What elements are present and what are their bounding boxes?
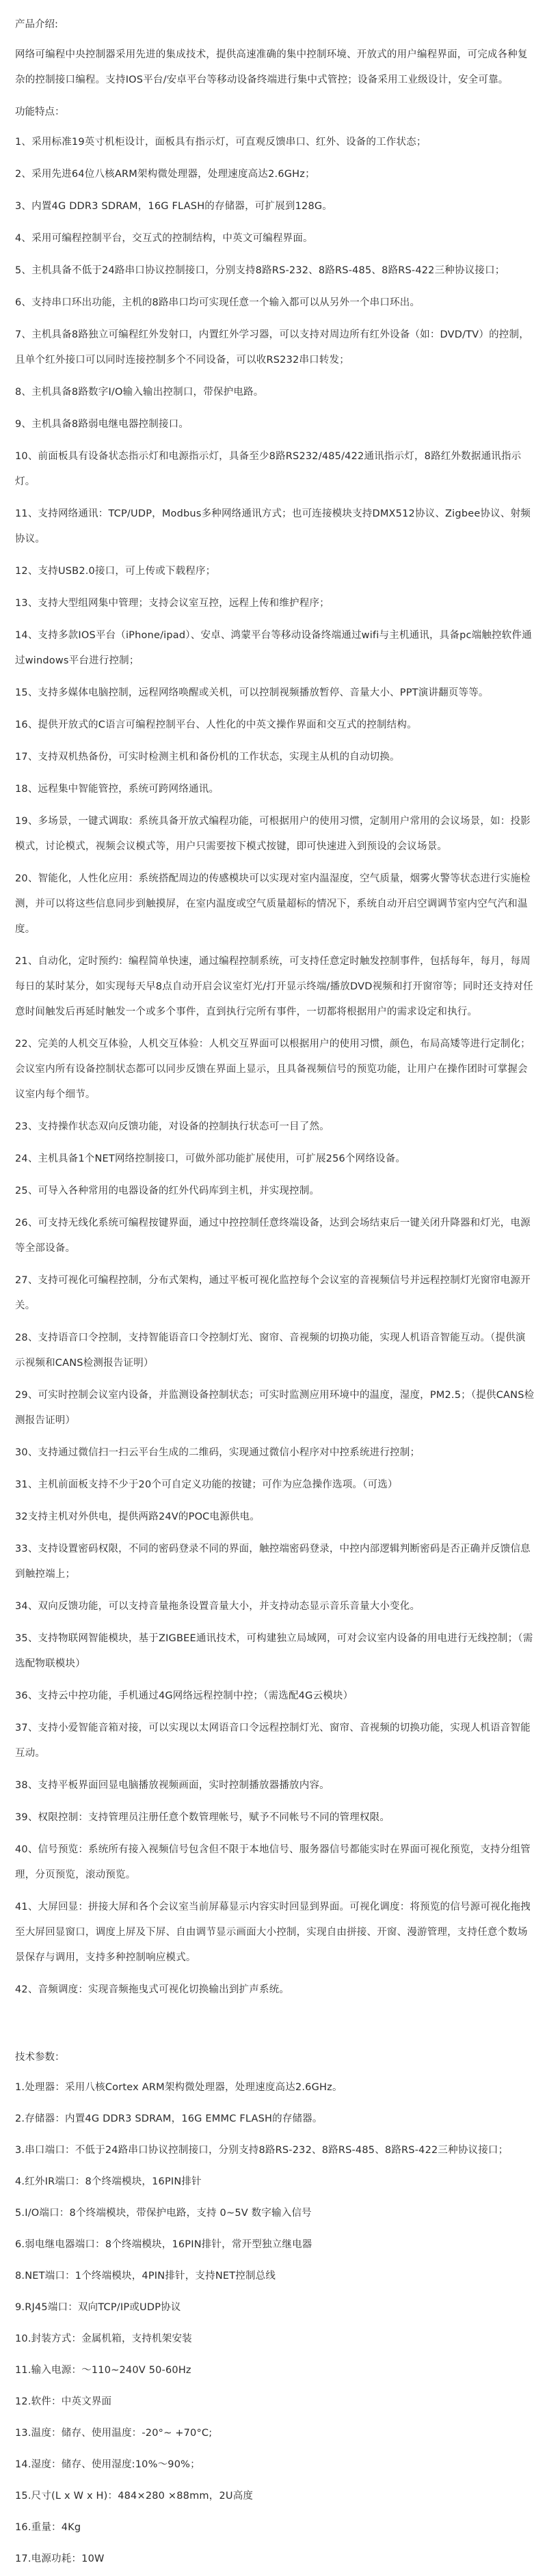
feature-item: 34、双向反馈功能，可以支持音量拖条设置音量大小，并支持动态显示音乐音量大小变化。 bbox=[15, 1601, 421, 1612]
feature-item: 24、主机具备1个NET网络控制接口，可做外部功能扩展使用，可扩展256个网络设备。 bbox=[15, 1153, 406, 1164]
feature-item: 16、提供开放式的C语言可编程控制平台、人性化的中英文操作界面和交互式的控制结构。 bbox=[15, 720, 417, 730]
feature-item: 39、权限控制：支持管理员注册任意个数管理帐号，赋予不同帐号不同的管理权限。 bbox=[15, 1812, 390, 1823]
product-intro-paragraph: 网络可编程中央控制器采用先进的集成技术，提供高速准确的集中控制环境、开放式的用户编程界面，可完成各种复杂的控制接口编程。支持IOS平台/安卓平台等移动设备终端进行集中式管控；设备采用工业级设计，安全可靠。 bbox=[15, 49, 528, 85]
spec-item: 17.电源功耗：10W bbox=[15, 2553, 105, 2564]
feature-item: 21、自动化，定时预约：编程简单快速，通过编程控制系统，可支持任意定时触发控制事件，包括每年，每月，每周每日的某时某分，如实现每天早8点自动开启会议室灯光/打开显示终端/播放DVD视频和打开窗帘等；同时还支持对任意时间触发后再延时触发一个或多个事件，直到执行完所有事件，一切都将根据用户的需求设定和执行。 bbox=[15, 956, 533, 1017]
spec-item: 12.软件：中英文界面 bbox=[15, 2396, 112, 2407]
feature-item: 26、可支持无线化系统可编程按键界面，通过中控控制任意终端设备，达到会场结束后一键关闭升降器和灯光，电源等全部设备。 bbox=[15, 1218, 531, 1254]
feature-item: 15、支持多媒体电脑控制，远程网络唤醒或关机，可以控制视频播放暂停、音量大小、PPT演讲翻页等等。 bbox=[15, 687, 489, 698]
feature-item: 8、主机具备8路数字I/O输入输出控制口，带保护电路。 bbox=[15, 387, 264, 398]
feature-item: 41、大屏回显：拼接大屏和各个会议室当前屏幕显示内容实时回显到界面。可视化调度：将预览的信号源可视化拖拽至大屏回显窗口，调度上屏及下屏、自由调节显示画面大小控制，实现自由拼接、开窗、漫游管理，支持任意个数场景保存与调用，支持多种控制响应模式。 bbox=[15, 1902, 531, 1963]
feature-item: 25、可导入各种常用的电器设备的红外代码库到主机，并实现控制。 bbox=[15, 1186, 320, 1196]
feature-item: 19、多场景，一键式调取：系统具备开放式编程功能，可根据用户的使用习惯，定制用户常用的会议场景，如：投影模式，讨论模式，视频会议模式等，用户只需要按下模式按键，即可快速进入到预设的会议场景。 bbox=[15, 816, 531, 852]
feature-item: 42、音频调度：实现音频拖曳式可视化切换输出到扩声系统。 bbox=[15, 1984, 290, 1995]
spec-item: 14.湿度：储存、使用湿度:10%～90%； bbox=[15, 2459, 200, 2470]
feature-item: 28、支持语音口令控制，支持智能语音口令控制灯光、窗帘、音视频的切换功能，实现人机语音智能互动。（提供演示视频和CANS检测报告证明） bbox=[15, 1332, 526, 1369]
feature-item: 6、支持串口环出功能，主机的8路串口均可实现任意一个输入都可以从另外一个串口环出。 bbox=[15, 297, 421, 308]
feature-item: 1、采用标准19英寸机柜设计，面板具有指示灯，可直观反馈串口、红外、设备的工作状态； bbox=[15, 137, 427, 148]
spec-item: 11.输入电源：～110~240V 50-60Hz bbox=[15, 2365, 191, 2376]
spacer bbox=[15, 93, 535, 102]
feature-item: 17、支持双机热备份，可实时检测主机和备份机的工作状态，实现主从机的自动切换。 bbox=[15, 752, 400, 763]
feature-item: 20、智能化，人性化应用：系统搭配周边的传感模块可以实现对室内温湿度，空气质量，烟雾火警等状态进行实施检测，并可以将这些信息同步到触摸屏，在室内温度或空气质量超标的情况下，系统自动开启空调调节室内空气汽和温度。 bbox=[15, 873, 531, 935]
feature-item: 38、支持平板界面回显电脑播放视频画面，实时控制播放器播放内容。 bbox=[15, 1780, 330, 1791]
feature-item: 40、信号预览：系统所有接入视频信号包含但不限于本地信号、服务器信号都能实时在界面可视化预览，支持分组管理，分页预览，滚动预览。 bbox=[15, 1844, 531, 1880]
feature-item: 12、支持USB2.0接口，可上传或下载程序； bbox=[15, 566, 216, 577]
feature-item: 27、支持可视化可编程控制，分布式架构，通过平板可视化监控每个会议室的音视频信号并远程控制灯光窗帘电源开关。 bbox=[15, 1275, 531, 1311]
feature-item: 33、支持设置密码权限，不同的密码登录不同的界面，触控端密码登录，中控内部逻辑判断密码是否正确并反馈信息到触控端上； bbox=[15, 1544, 531, 1580]
feature-item: 22、完美的人机交互体验，人机交互体验：人机交互界面可以根据用户的使用习惯，颜色，布局高矮等进行定制化；会议室内所有设备控制状态都可以同步反馈在界面上显示，且具备视频信号的预览功能，让用户在操作团时可掌握会议室内每个细节。 bbox=[15, 1039, 531, 1100]
feature-item: 30、支持通过微信扫一扫云平台生成的二维码，实现通过微信小程序对中控系统进行控制； bbox=[15, 1447, 421, 1458]
feature-item: 9、主机具备8路弱电继电器控制接口。 bbox=[15, 419, 189, 430]
feature-item: 36、支持云中控功能，手机通过4G网络远程控制中控；（需选配4G云模块） bbox=[15, 1690, 353, 1701]
spec-item: 1.处理器：采用八核Cortex ARM架构微处理器，处理速度高达2.6GHz。 bbox=[15, 2082, 343, 2093]
spec-item: 15.尺寸(L x W x H)：484×280 ×88mm，2U高度 bbox=[15, 2491, 254, 2502]
feature-item: 2、采用先进64位八核ARM架构微处理器，处理速度高达2.6GHz； bbox=[15, 169, 315, 180]
spec-item: 16.重量：4Kg bbox=[15, 2522, 81, 2533]
spec-item: 2.存储器：内置4G DDR3 SDRAM，16G EMMC FLASH的存储器。 bbox=[15, 2113, 323, 2124]
spec-item: 13.温度：储存、使用温度：-20°~ +70°C; bbox=[15, 2428, 213, 2439]
features-heading: 功能特点： bbox=[15, 107, 65, 118]
feature-item: 13、支持大型组网集中管理；支持会议室互控，远程上传和维护程序； bbox=[15, 598, 330, 609]
feature-item: 7、主机具备8路独立可编程红外发射口，内置红外学习器，可以支持对周边所有红外设备（如：DVD/TV）的控制，且单个红外接口可以同时连接控制多个不同设备，可以收RS232串口转发； bbox=[15, 329, 529, 366]
spec-item: 10.封装方式：金属机箱，支持机架安装 bbox=[15, 2333, 192, 2344]
feature-item: 29、可实时控制会议室内设备，并监测设备控制状态；可实时监测应用环境中的温度，湿度，PM2.5；（提供CANS检测报告证明） bbox=[15, 1390, 535, 1426]
feature-item: 4、采用可编程控制平台，交互式的控制结构，中英文可编程界面。 bbox=[15, 233, 313, 244]
spec-item: 8.NET端口：1个终端模块，4PIN排针，支持NET控制总线 bbox=[15, 2271, 276, 2282]
feature-item: 18、远程集中智能管控，系统可跨网络通讯。 bbox=[15, 784, 219, 795]
feature-item: 14、支持多款IOS平台（iPhone/ipad）、安卓、鸿蒙平台等移动设备终端通过wifi与主机通讯，具备pc端触控软件通过windows平台进行控制； bbox=[15, 630, 532, 666]
feature-item: 37、支持小爱智能音箱对接，可以实现以太网语音口令远程控制灯光、窗帘、音视频的切换功能，实现人机语音智能互动。 bbox=[15, 1723, 531, 1759]
spec-item: 5.I/O端口：8个终端模块，带保护电路，支持 0~5V 数字输入信号 bbox=[15, 2208, 312, 2219]
specs-list bbox=[15, 2075, 535, 2572]
spacer bbox=[15, 2010, 535, 2048]
feature-item: 32支持主机对外供电，提供两路24V的POC电源供电。 bbox=[15, 1511, 261, 1522]
spec-item: 4.红外IR端口：8个终端模块，16PIN排针 bbox=[15, 2176, 202, 2187]
feature-item: 35、支持物联网智能模块，基于ZIGBEE通讯技术，可构建独立局域网，可对会议室内设备的用电进行无线控制；（需选配物联模块） bbox=[15, 1633, 533, 1669]
spec-item: 6.弱电继电器端口：8个终端模块，16PIN排针，常开型独立继电器 bbox=[15, 2239, 312, 2250]
product-intro-heading: 产品介绍: bbox=[15, 19, 58, 30]
feature-item: 5、主机具备不低于24路串口协议控制接口，分别支持8路RS-232、8路RS-485、8路RS-422三种协议接口； bbox=[15, 265, 505, 276]
spec-item: 9.RJ45端口：双向TCP/IP或UDP协议 bbox=[15, 2302, 181, 2313]
feature-item: 31、主机前面板支持不少于20个可自定义功能的按键；可作为应急操作选项。（可选） bbox=[15, 1479, 398, 1490]
feature-item: 23、支持操作状态双向反馈功能，对设备的控制执行状态可一目了然。 bbox=[15, 1121, 330, 1132]
spec-item: 3.串口端口：不低于24路串口协议控制接口，分别支持8路RS-232、8路RS-485、8路RS-422三种协议接口； bbox=[15, 2145, 509, 2156]
feature-item: 10、前面板具有设备状态指示灯和电源指示灯，具备至少8路RS232/485/422通讯指示灯，8路红外数据通讯指示灯。 bbox=[15, 451, 522, 487]
feature-item: 3、内置4G DDR3 SDRAM，16G FLASH的存储器，可扩展到128G。 bbox=[15, 201, 333, 212]
features-list bbox=[15, 130, 535, 2003]
feature-item: 11、支持网络通讯：TCP/UDP，Modbus多种网络通讯方式；也可连接模块支持DMX512协议、Zigbee协议、射频协议。 bbox=[15, 508, 531, 545]
specs-heading: 技术参数： bbox=[15, 2052, 65, 2063]
